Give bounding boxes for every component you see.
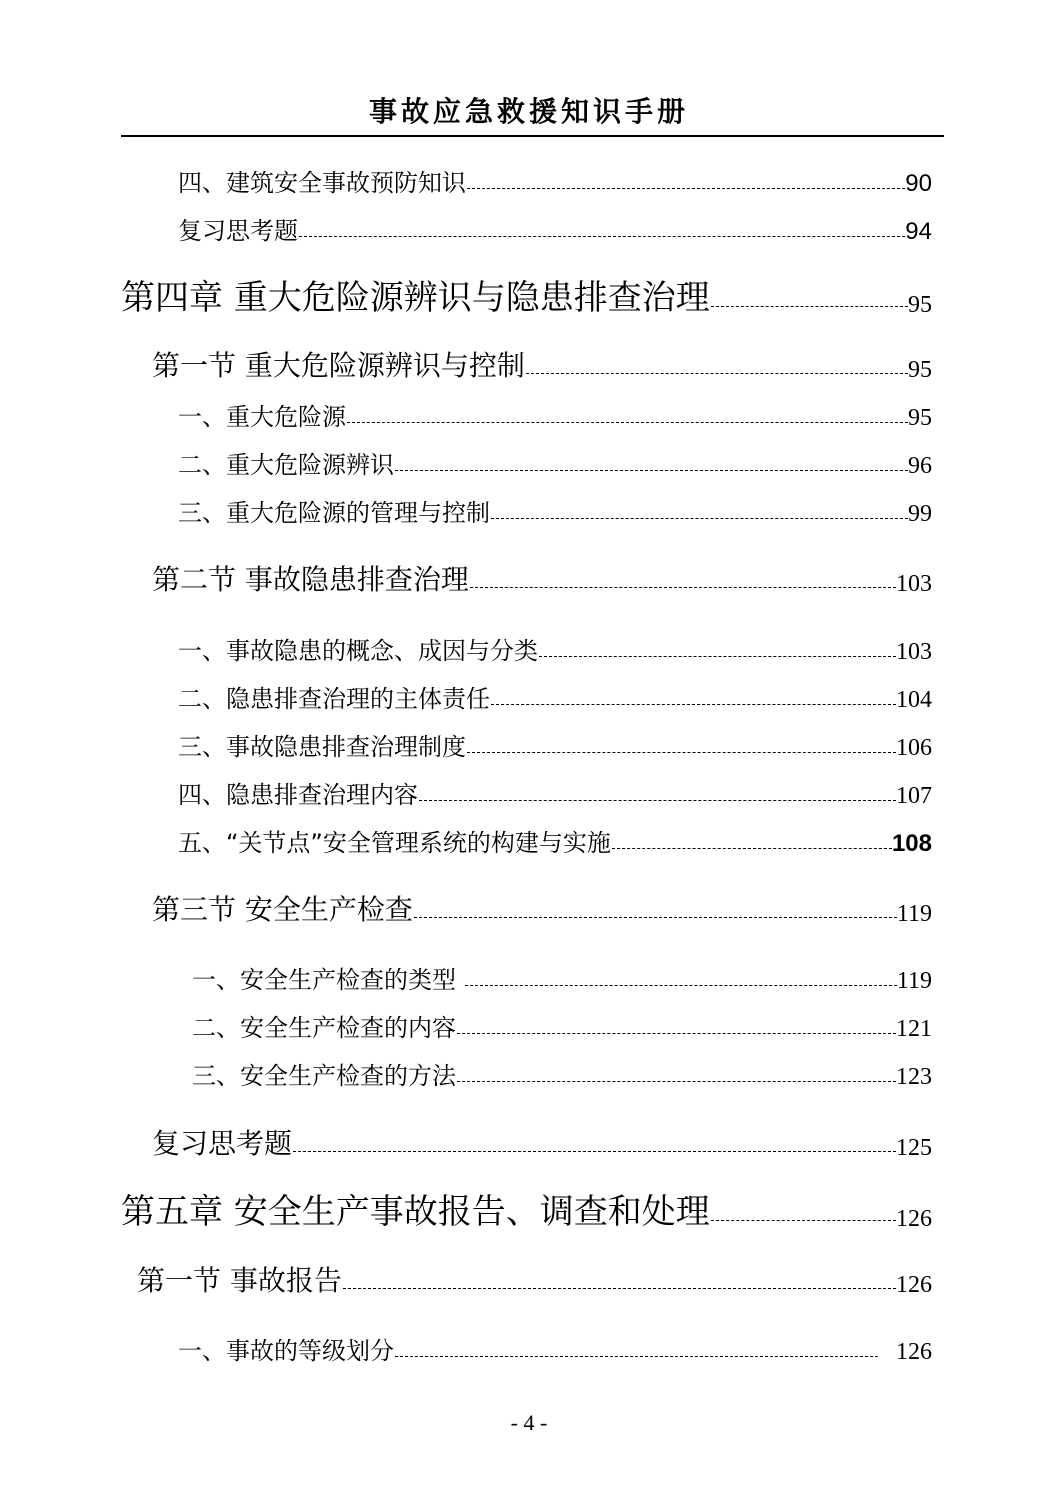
toc-leader	[467, 188, 905, 189]
toc-leader	[293, 1151, 896, 1152]
toc-leader	[457, 1081, 896, 1082]
toc-page-number: 126	[896, 1206, 932, 1232]
toc-entry	[178, 823, 932, 858]
toc-page-number: 108	[891, 830, 932, 857]
toc-leader	[395, 470, 908, 471]
toc-page-number: 94	[905, 218, 932, 245]
toc-entry-title: 一、事故隐患的概念、成因与分类	[178, 637, 538, 665]
toc-chapter-title: 第五章 安全生产事故报告、调查和处理	[121, 1192, 710, 1232]
toc-entry	[192, 1056, 932, 1091]
toc-page-number: 103	[896, 571, 932, 597]
toc-entry	[178, 631, 932, 666]
toc-page-number: 107	[896, 783, 932, 809]
toc-entry-title: 三、事故隐患排查治理制度	[178, 733, 466, 761]
toc-page-number: 95	[908, 357, 932, 383]
toc-page-number: 121	[896, 1016, 932, 1042]
toc-entry-title: 二、安全生产检查的内容	[192, 1014, 456, 1042]
toc-entry	[178, 775, 932, 810]
toc-entry-title: 四、建筑安全事故预防知识	[178, 169, 466, 197]
toc-entry-title: 二、隐患排查治理的主体责任	[178, 685, 490, 713]
toc-section	[152, 1122, 932, 1162]
toc-chapter	[121, 1184, 932, 1233]
toc-page-number: 119	[896, 901, 932, 927]
toc-leader	[612, 848, 892, 849]
toc-page-number: 119	[896, 968, 932, 994]
toc-page-number: 96	[908, 453, 932, 479]
toc-leader	[539, 656, 896, 657]
toc-entry-title: 五、“关节点”安全管理系统的构建与实施	[178, 829, 611, 857]
toc-section-title: 复习思考题	[152, 1127, 293, 1160]
toc-leader	[491, 518, 908, 519]
toc-section	[152, 888, 932, 928]
toc-leader	[467, 752, 896, 753]
toc-leader	[347, 422, 908, 423]
toc-page-number: 95	[908, 292, 932, 318]
toc-section-title: 第三节 安全生产检查	[152, 893, 413, 926]
header-rule	[121, 135, 944, 137]
toc-entry	[178, 493, 932, 528]
toc-entry-title: 三、安全生产检查的方法	[192, 1062, 456, 1090]
toc-leader	[343, 1288, 896, 1289]
toc-chapter-title: 第四章 重大危险源辨识与隐患排查治理	[121, 278, 710, 318]
toc-page-number: 90	[905, 170, 932, 197]
toc-entry-title: 复习思考题	[178, 217, 298, 245]
toc-leader	[526, 373, 908, 374]
toc-section	[152, 558, 932, 598]
toc-entry	[192, 1008, 932, 1043]
toc-entry-title: 一、安全生产检查的类型	[192, 966, 464, 994]
toc-entry	[178, 211, 932, 246]
toc-entry-title: 三、重大危险源的管理与控制	[178, 499, 490, 527]
toc-page-number: 104	[896, 687, 932, 713]
toc-entry-title: 一、事故的等级划分	[178, 1337, 394, 1365]
toc-entry	[178, 1331, 932, 1366]
toc-page-number: 125	[896, 1135, 932, 1161]
toc-page-number: 126	[896, 1339, 932, 1365]
toc-section-title: 第二节 事故隐患排查治理	[152, 563, 469, 596]
toc-entry	[178, 727, 932, 762]
toc-section-title: 第一节 重大危险源辨识与控制	[152, 349, 525, 382]
toc-chapter	[121, 270, 932, 319]
toc-page-number: 106	[896, 735, 932, 761]
toc-page-number: 126	[896, 1272, 932, 1298]
toc-entry	[178, 679, 932, 714]
toc-entry	[178, 445, 932, 480]
toc-section	[152, 344, 932, 384]
toc-entry	[178, 397, 932, 432]
toc-leader	[419, 800, 896, 801]
toc-page-number: 99	[908, 501, 932, 527]
toc-leader	[457, 1033, 896, 1034]
toc-leader	[299, 236, 905, 237]
toc-leader	[470, 587, 896, 588]
toc-page-number: 103	[896, 639, 932, 665]
toc-leader	[395, 1356, 878, 1357]
toc-leader	[414, 917, 897, 918]
toc-entry	[178, 163, 932, 198]
toc-leader	[465, 985, 897, 986]
toc-entry	[192, 960, 932, 995]
toc-page-number: 123	[896, 1064, 932, 1090]
toc-section-title: 第一节 事故报告	[137, 1264, 342, 1297]
toc-entry-title: 四、隐患排查治理内容	[178, 781, 418, 809]
toc-page-number: 95	[908, 405, 932, 431]
page-header-title: 事故应急救援知识手册	[368, 95, 689, 128]
toc-leader	[711, 1220, 896, 1221]
toc-entry-title: 二、重大危险源辨识	[178, 451, 394, 479]
footer-page-number: - 4 -	[510, 1410, 548, 1435]
toc-leader	[711, 306, 908, 307]
toc-section	[137, 1259, 932, 1299]
toc-entry-title: 一、重大危险源	[178, 403, 346, 431]
toc-leader	[491, 704, 896, 705]
